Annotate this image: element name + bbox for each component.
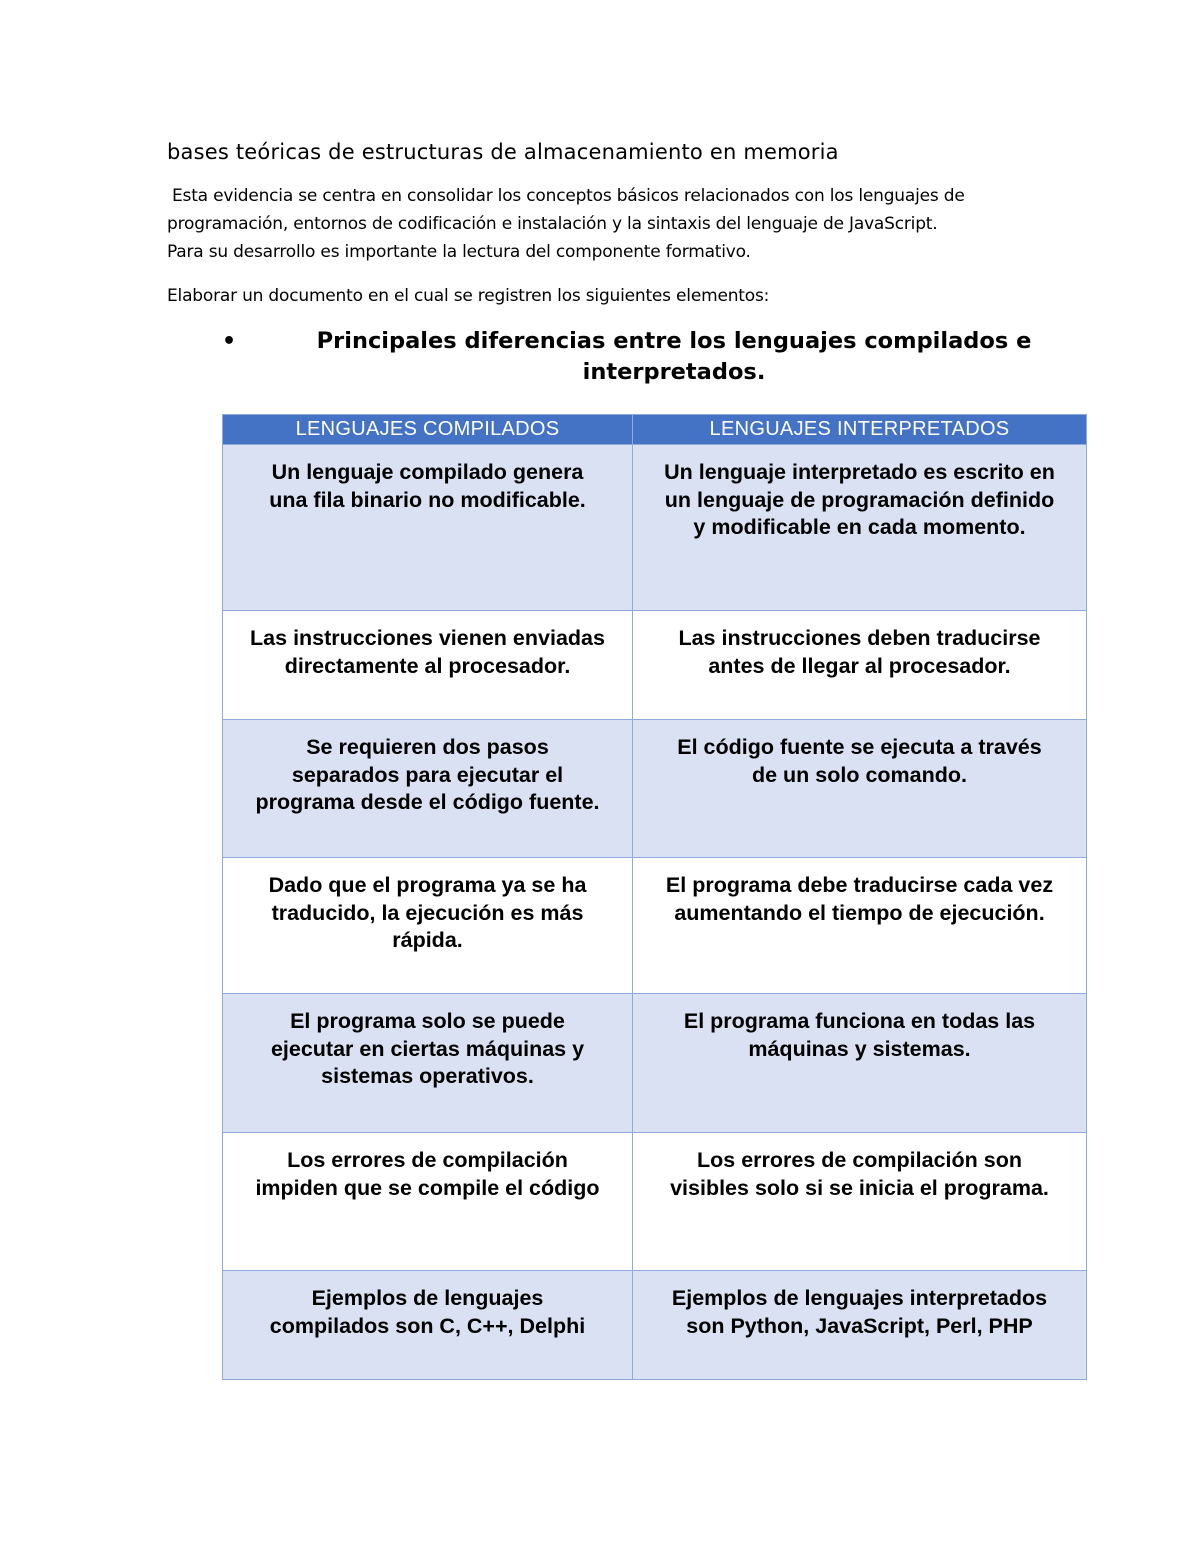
table-row [223, 611, 1087, 720]
cell-interpretados [633, 720, 1087, 858]
cell-line: son Python, JavaScript, Perl, PHP [686, 1313, 1033, 1338]
cell-line: Las instrucciones vienen enviadas [250, 626, 605, 650]
cell-line: de un solo comando. [751, 762, 967, 787]
cell-line: sistemas operativos. [321, 1064, 534, 1088]
header-compilados: LENGUAJES COMPILADOS [223, 415, 633, 445]
cell-line: Ejemplos de lenguajes [311, 1286, 544, 1310]
cell-line: compilados son C, C++, Delphi [269, 1313, 586, 1338]
cell-line: directamente al procesador. [284, 653, 571, 678]
cell-compilados [223, 994, 633, 1133]
cell-interpretados [633, 994, 1087, 1133]
bullet-line: interpretados. [582, 359, 766, 385]
table-row [223, 720, 1087, 858]
cell-compilados [223, 1271, 633, 1380]
cell-interpretados [633, 1133, 1087, 1271]
cell-interpretados [633, 611, 1087, 720]
table-row [223, 994, 1087, 1133]
bullet-icon: • [222, 329, 237, 354]
cell-line: Los errores de compilación [287, 1148, 568, 1172]
cell-line: Se requieren dos pasos [306, 735, 549, 759]
intro-line: programación, entornos de codificación e instalación y la sintaxis del lenguaje de JavaScript. [167, 214, 938, 234]
cell-line: visibles solo si se inicia el programa. [670, 1175, 1049, 1200]
comparison-table-container [222, 414, 1086, 1380]
cell-line: y modificable en cada momento. [693, 515, 1026, 539]
cell-line: programa desde el código fuente. [255, 790, 600, 814]
cell-line: El programa funciona en todas las [683, 1009, 1036, 1033]
cell-line: Las instrucciones deben traducirse [678, 626, 1041, 650]
cell-compilados [223, 858, 633, 994]
bullet-line: Principales diferencias entre los lenguajes compilados e [316, 328, 1032, 354]
cell-interpretados [633, 1271, 1087, 1380]
cell-compilados [223, 611, 633, 720]
cell-compilados [223, 720, 633, 858]
header-interpretados: LENGUAJES INTERPRETADOS [633, 415, 1087, 445]
cell-line: Dado que el programa ya se ha [268, 873, 587, 897]
comparison-table [222, 414, 1087, 1380]
cell-line: aumentando el tiempo de ejecución. [674, 900, 1045, 925]
instruction-line: Elaborar un documento en el cual se registren los siguientes elementos: [167, 286, 770, 306]
cell-line: Un lenguaje compilado genera [271, 460, 584, 484]
cell-line: Un lenguaje interpretado es escrito en [664, 460, 1055, 484]
intro-paragraph [167, 182, 965, 266]
cell-compilados [223, 445, 633, 611]
table-row [223, 1271, 1087, 1380]
bullet-text [266, 326, 1082, 388]
cell-line: un lenguaje de programación definido [664, 487, 1055, 512]
cell-line: ejecutar en ciertas máquinas y [270, 1036, 585, 1061]
cell-line: una fila binario no modificable. [269, 487, 586, 512]
cell-line: El programa debe traducirse cada vez [665, 873, 1054, 897]
cell-line: El código fuente se ejecuta a través [677, 735, 1042, 759]
cell-line: máquinas y sistemas. [748, 1036, 971, 1061]
cell-line: traducido, la ejecución es más [271, 900, 584, 925]
cell-line: rápida. [392, 928, 463, 952]
cell-line: Los errores de compilación son [697, 1148, 1022, 1172]
intro-line: Para su desarrollo es importante la lectura del componente formativo. [167, 242, 751, 262]
intro-line: Esta evidencia se centra en consolidar los conceptos básicos relacionados con los lenguajes de [172, 186, 965, 206]
instruction-paragraph [167, 282, 769, 310]
document-heading: bases teóricas de estructuras de almacenamiento en memoria [167, 140, 839, 164]
cell-line: antes de llegar al procesador. [708, 653, 1011, 678]
cell-line: El programa solo se puede [290, 1009, 565, 1033]
table-row [223, 445, 1087, 611]
cell-interpretados [633, 445, 1087, 611]
cell-compilados [223, 1133, 633, 1271]
cell-line: Ejemplos de lenguajes interpretados [671, 1286, 1048, 1310]
table-row [223, 1133, 1087, 1271]
cell-line: impiden que se compile el código [255, 1175, 600, 1200]
table-row [223, 858, 1087, 994]
table-header-row [223, 415, 1087, 445]
cell-line: separados para ejecutar el [291, 762, 564, 787]
cell-interpretados [633, 858, 1087, 994]
